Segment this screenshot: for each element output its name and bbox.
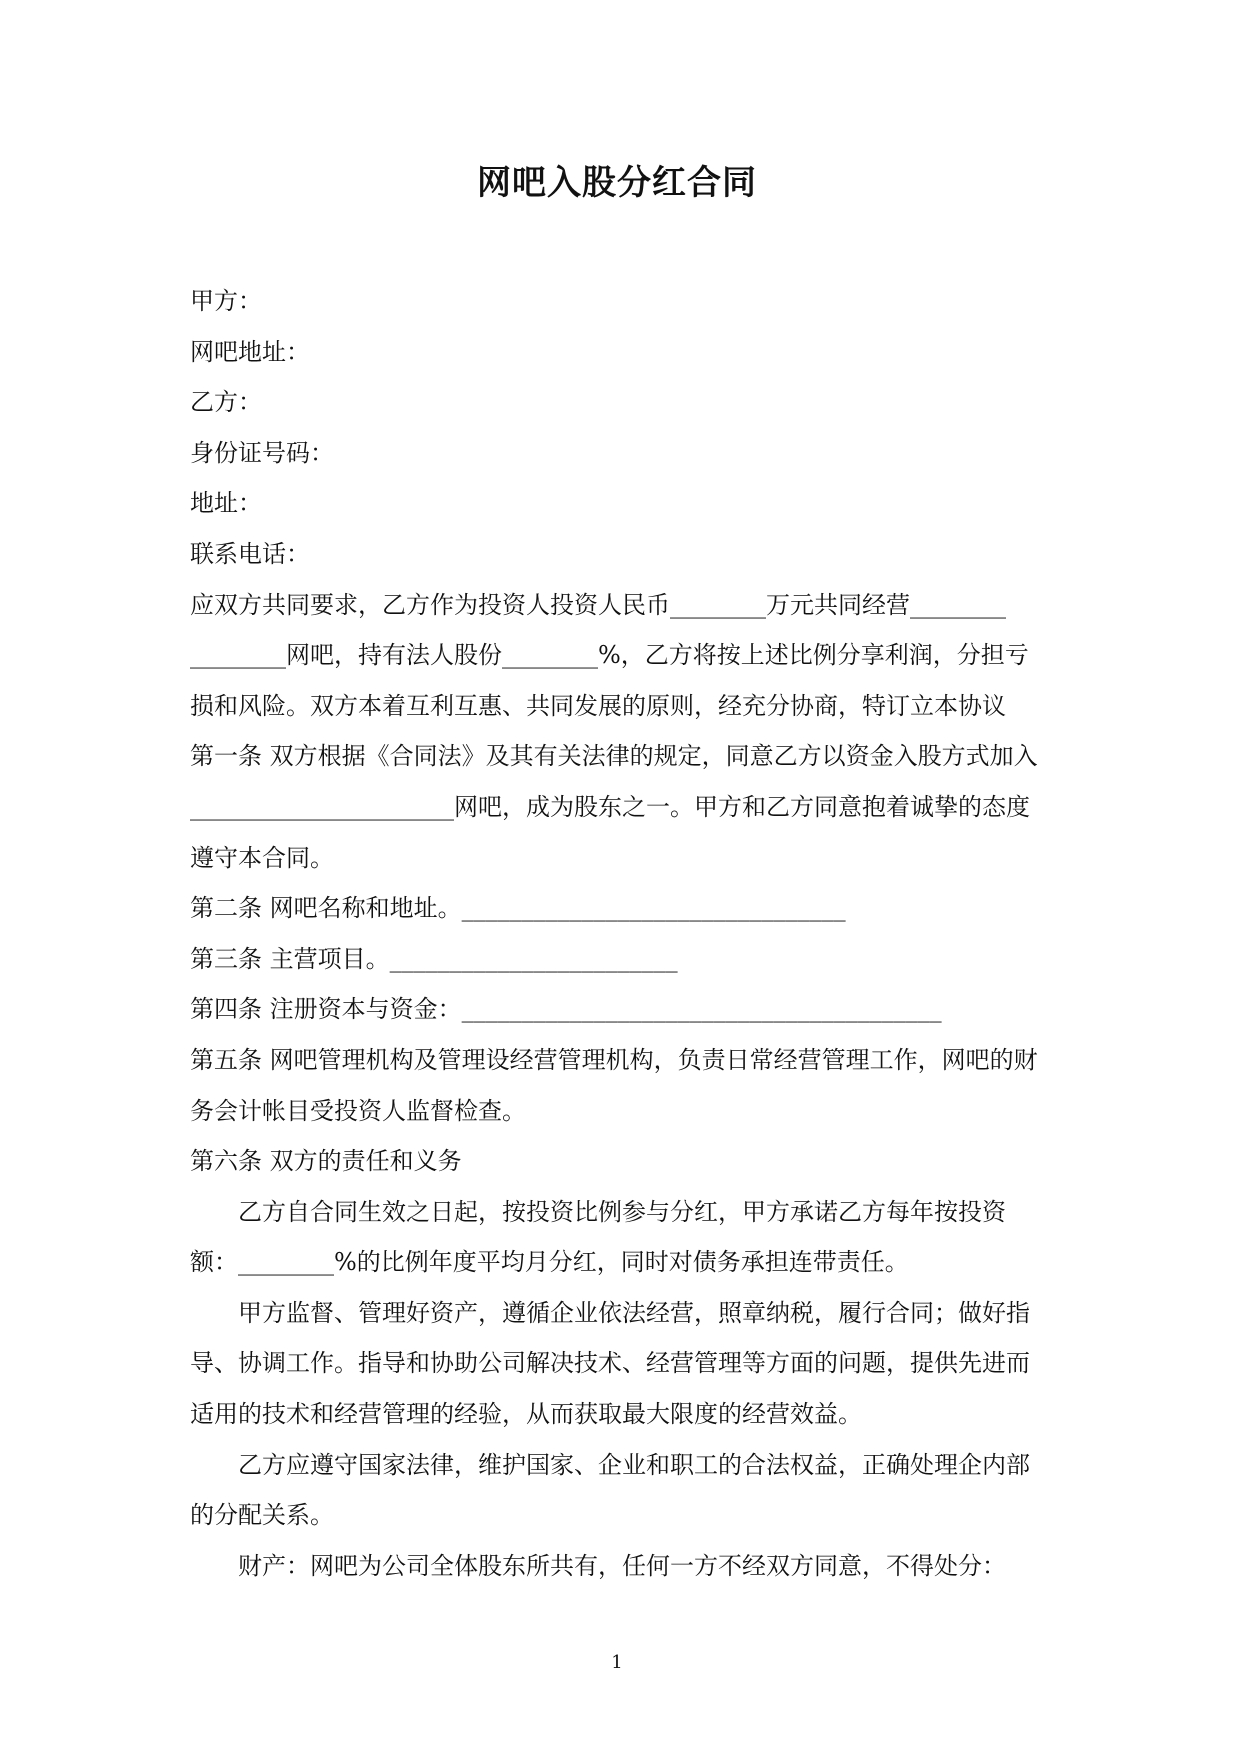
address-line: 地址：: [190, 489, 262, 518]
article-1: 第一条 双方根据《合同法》及其有关法律的规定，同意乙方以资金入股方式加入______________________网吧，成为股东之一。甲方和乙方同意抱着诚挚的态度遵守本合同。: [190, 742, 1038, 872]
article-6-clause-4: 财产：网吧为公司全体股东所共有，任何一方不经双方同意，不得处分：: [238, 1551, 1006, 1580]
party-a-line: 甲方：: [190, 287, 262, 315]
article-5: 第五条 网吧管理机构及管理设经营管理机构，负责日常经营管理工作，网吧的财务会计帐目受投资人监督检查。: [190, 1045, 1038, 1125]
article-6-clause-3: 乙方应遵守国家法律，维护国家、企业和职工的合法权益，正确处理企内部的分配关系。: [190, 1450, 1030, 1530]
article-6-clause-2: 甲方监督、管理好资产，遵循企业依法经营，照章纳税，履行合同；做好指导、协调工作。指导和协助公司解决技术、经营管理等方面的问题，提供先进而适用的技术和经营管理的经验，从而获取最大限度的经营效益。: [190, 1298, 1030, 1429]
id-number-line: 身份证号码：: [190, 438, 334, 467]
article-4: 第四条 注册资本与资金：________________________________________: [190, 995, 942, 1024]
netcafe-address-line: 网吧地址：: [190, 337, 310, 366]
page-number: 1: [611, 1652, 623, 1673]
phone-line: 联系电话：: [190, 539, 310, 568]
article-6-heading: 第六条 双方的责任和义务: [190, 1147, 462, 1176]
document-body: [190, 276, 1050, 1591]
article-2: 第二条 网吧名称和地址。________________________________: [190, 894, 846, 923]
preamble-paragraph: 应双方共同要求，乙方作为投资人投资人民币________万元共同经营________ ________网吧，持有法人股份________%，乙方将按上述比例分享利润，分担亏损和风险。双方本着互利互惠、共同发展的原则，经充分协商，特订立本协议: [190, 590, 1029, 720]
party-b-line: 乙方：: [190, 388, 262, 417]
article-6-clause-1: 乙方自合同生效之日起，按投资比例参与分红，甲方承诺乙方每年按投资额：________%的比例年度平均月分红，同时对债务承担连带责任。: [190, 1197, 1006, 1277]
article-3: 第三条 主营项目。________________________: [190, 944, 678, 973]
document-title: 网吧入股分红合同: [477, 163, 757, 203]
